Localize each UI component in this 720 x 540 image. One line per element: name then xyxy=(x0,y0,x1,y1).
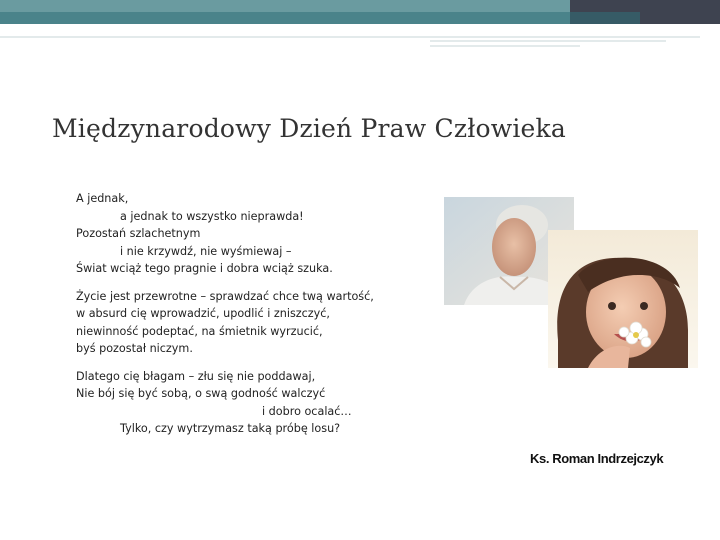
decor-rule xyxy=(430,40,666,42)
top-right-edge xyxy=(0,0,720,24)
poem-line: w absurd cię wprowadzić, upodlić i zniszczyć, xyxy=(76,307,330,320)
poem-line: a jednak to wszystko nieprawda! xyxy=(120,209,304,223)
poem-line: byś pozostał niczym. xyxy=(76,342,193,355)
poem-line: Nie bój się być sobą, o swą godność walczyć xyxy=(76,387,326,400)
poem-author: Ks. Roman Indrzejczyk xyxy=(530,451,664,466)
decor-rule xyxy=(430,45,580,47)
poem-line: Dlatego cię błagam – złu się nie poddawaj, xyxy=(76,369,316,383)
poem-text xyxy=(76,190,426,448)
poem-line: Życie jest przewrotne – sprawdzać chce twą wartość, xyxy=(76,289,374,303)
poem-line: i dobro ocalać… xyxy=(262,404,352,418)
poem-line: i nie krzywdź, nie wyśmiewaj – xyxy=(120,244,292,258)
girl-with-flower-image xyxy=(548,230,698,368)
poem-stanza xyxy=(76,288,426,358)
poem-line: Świat wciąż tego pragnie i dobra wciąż szuka. xyxy=(76,262,333,275)
poem-line: Pozostań szlachetnym xyxy=(76,227,201,240)
slide-title: Międzynarodowy Dzień Praw Człowieka xyxy=(52,114,566,143)
decor-rules xyxy=(0,30,700,50)
poem-line: A jednak, xyxy=(76,192,129,205)
decor-rule xyxy=(0,36,700,38)
poem-line: niewinność podeptać, na śmietnik wyrzucić, xyxy=(76,324,323,338)
girl-with-flower-photo xyxy=(548,230,698,368)
poem-line: Tylko, czy wytrzymasz taką próbę losu? xyxy=(120,422,341,435)
poem-stanza xyxy=(76,190,426,278)
poem-stanza xyxy=(76,368,426,438)
